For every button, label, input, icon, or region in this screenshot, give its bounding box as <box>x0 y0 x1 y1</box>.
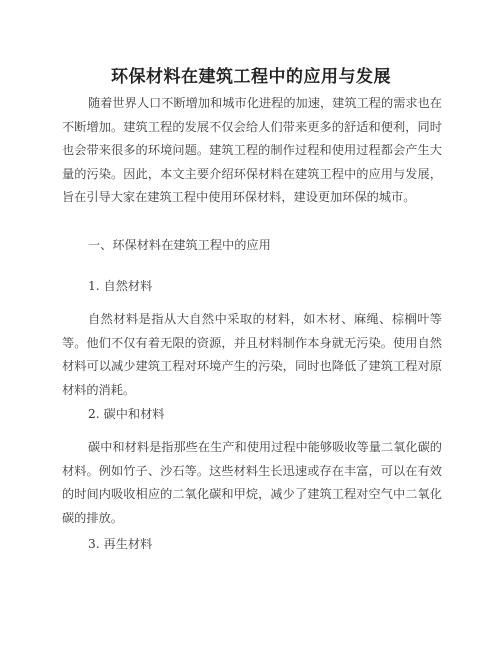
section-heading-applications: 一、环保材料在建筑工程中的应用 <box>88 238 271 252</box>
subheading-natural-materials: 1. 自然材料 <box>88 279 153 293</box>
paragraph-carbon-neutral-materials: 碳中和材料是指那些在生产和使用过程中能够吸收等量二氧化碳的材料。例如竹子、沙石等。这些材料生长迅速或存在丰富，可以在有效的时间内吸收相应的二氧化碳和甲烷，减少了建筑工程对空气中二氧化碳的排放。 <box>62 440 442 525</box>
intro-paragraph: 随着世界人口不断增加和城市化进程的加速，建筑工程的需求也在不断增加。建筑工程的发展不仅会给人们带来更多的舒适和便利，同时也会带来很多的环境问题。建筑工程的制作过程和使用过程都会产生大量的污染。因此，本文主要介绍环保材料在建筑工程中的应用与发展，旨在引导大家在建筑工程中使用环保材料，建设更加环保的城市。 <box>62 96 442 205</box>
subheading-recycled-materials: 3. 再生材料 <box>88 537 153 551</box>
document-title: 环保材料在建筑工程中的应用与发展 <box>111 67 391 87</box>
subheading-carbon-neutral-materials: 2. 碳中和材料 <box>88 407 165 421</box>
paragraph-natural-materials: 自然材料是指从大自然中采取的材料，如木材、麻绳、棕榈叶等等。他们不仅有着无限的资源，并且材料制作本身就无污染。使用自然材料可以减少建筑工程对环境产生的污染，同时也降低了建筑工程对原材料的消耗。 <box>62 312 442 397</box>
